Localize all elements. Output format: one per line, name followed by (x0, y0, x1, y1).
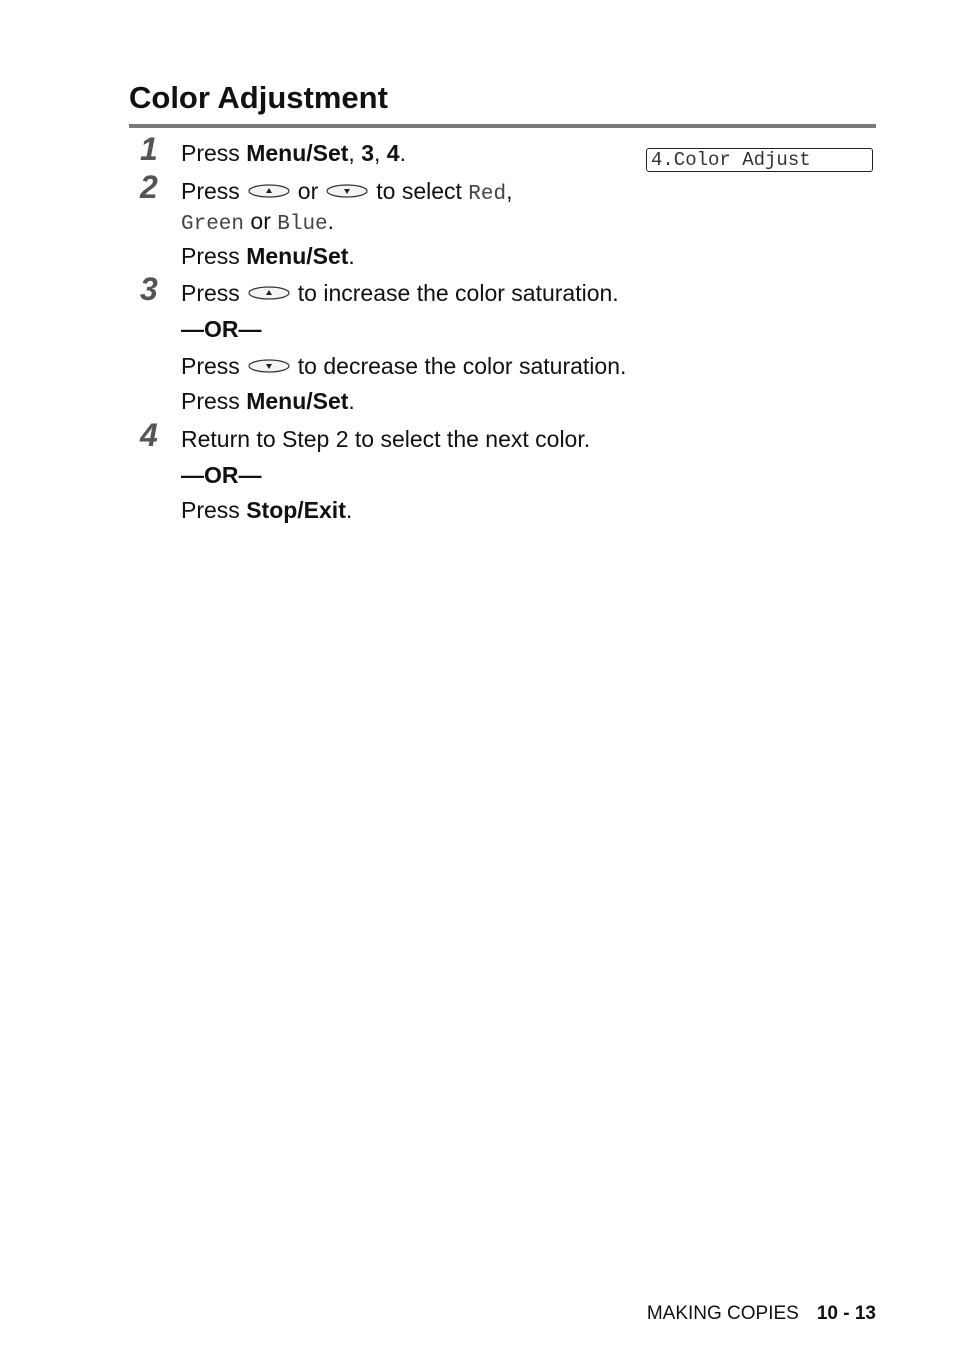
step-2-confirm: Press Menu/Set. (181, 243, 355, 269)
step-2-text: Press or to select Red, (181, 178, 513, 206)
stop-exit-key-label: Stop/Exit (246, 497, 346, 523)
page-title: Color Adjustment (129, 80, 388, 115)
up-arrow-key-icon (248, 286, 290, 300)
option-red: Red (468, 183, 507, 206)
up-arrow-key-icon (248, 184, 290, 198)
step-number-2: 2 (140, 169, 158, 205)
step-number-3: 3 (140, 271, 158, 307)
down-arrow-key-icon (326, 184, 368, 198)
page-footer (647, 1303, 876, 1325)
footer-page-number: 10 - 13 (816, 1303, 876, 1324)
step-4-exit: Press Stop/Exit. (181, 497, 353, 523)
option-green: Green (181, 213, 245, 236)
option-blue: Blue (277, 213, 328, 236)
step-1-text: Press Menu/Set, 3, 4. (181, 140, 406, 166)
step-3-decrease: Press to decrease the color saturation. (181, 353, 627, 379)
step-3-confirm: Press Menu/Set. (181, 388, 355, 414)
lcd-display: 4.Color Adjust (646, 148, 873, 172)
step-3-or: —OR— (181, 316, 262, 342)
title-rule (129, 124, 876, 128)
step-4-or: —OR— (181, 462, 262, 488)
step-4-return: Return to Step 2 to select the next color. (181, 426, 591, 452)
step-3-increase: Press to increase the color saturation. (181, 280, 619, 306)
step-number-1: 1 (140, 131, 158, 167)
menu-set-key-label: Menu/Set (246, 140, 349, 166)
down-arrow-key-icon (248, 359, 290, 373)
step-2-options: Green or Blue. (181, 208, 335, 236)
footer-section: MAKING COPIES (646, 1303, 799, 1324)
step-number-4: 4 (140, 417, 158, 453)
